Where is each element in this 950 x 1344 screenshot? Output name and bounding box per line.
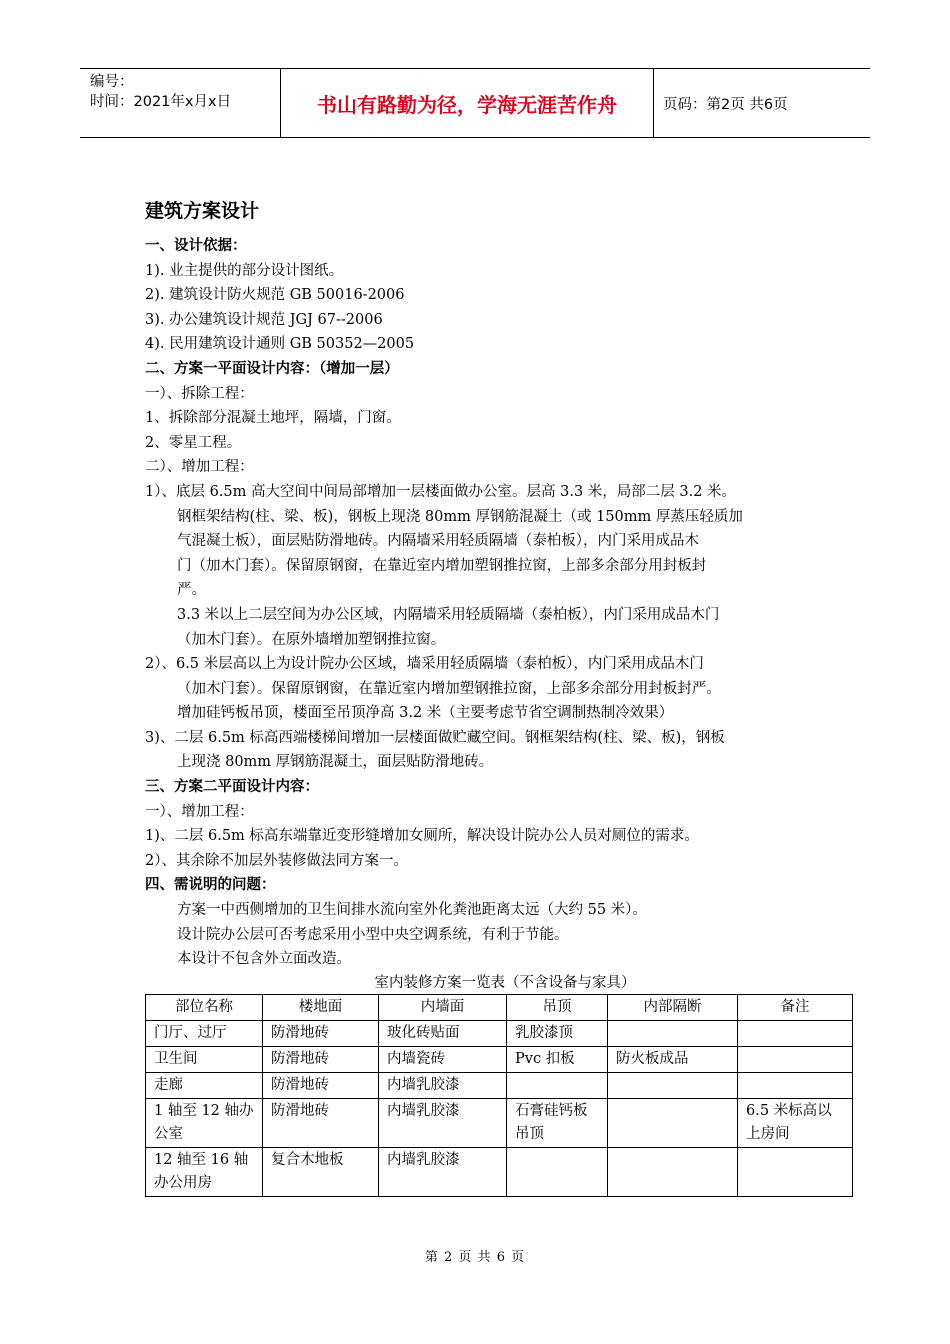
table-cell: 防滑地砖 <box>263 1098 379 1147</box>
table-header-row <box>146 994 853 1020</box>
table-cell: 玻化砖贴面 <box>379 1020 507 1046</box>
table-header-cell: 备注 <box>738 994 853 1020</box>
paragraph-line: 1）、底层 6.5m 高大空间中间局部增加一层楼面做办公室。层高 3.3 米，局部二层 3.2 米。 <box>145 483 737 500</box>
table-cell <box>738 1046 853 1072</box>
document-lines <box>145 234 865 972</box>
header-page-info: 页码：第2页 共6页 <box>663 96 788 113</box>
table-header-cell: 内墙面 <box>379 994 507 1020</box>
paragraph-line: 门（加木门套）。保留原钢窗，在靠近室内增加塑钢推拉窗，上部多余部分用封板封 <box>177 557 707 574</box>
paragraph-line: 2、零星工程。 <box>145 434 242 451</box>
table-cell: 6.5 米标高以上房间 <box>738 1098 853 1147</box>
table-cell: Pvc 扣板 <box>507 1046 608 1072</box>
paragraph-line: 4). 民用建筑设计通则 GB 50352—2005 <box>145 336 415 353</box>
table-cell: 防滑地砖 <box>263 1020 379 1046</box>
paragraph-line: 2）、6.5 米层高以上为设计院办公区域，墙采用轻质隔墙（泰柏板），内门采用成品木门 <box>145 656 704 673</box>
paragraph-line: 2). 建筑设计防火规范 GB 50016-2006 <box>145 287 405 304</box>
table-cell: 1 轴至 12 轴办公室 <box>146 1098 263 1147</box>
table-cell: 复合木地板 <box>263 1147 379 1196</box>
table-body <box>146 1020 853 1196</box>
page-footer: 第 2 页 共 6 页 <box>424 1250 526 1265</box>
paragraph-line: 一）、拆除工程： <box>145 385 254 402</box>
table-cell: 内墙乳胶漆 <box>379 1098 507 1147</box>
paragraph-line: 一）、增加工程： <box>145 803 254 820</box>
paragraph-line: 3)、二层 6.5m 标高西端楼梯间增加一层楼面做贮藏空间。钢框架结构(柱、梁、板)，钢板 <box>145 729 725 746</box>
date-line: 时间：2021年x月x日 <box>90 94 232 110</box>
table-cell: 12 轴至 16 轴办公用房 <box>146 1147 263 1196</box>
header-motto: 书山有路勤为径，学海无涯苦作舟 <box>280 69 654 137</box>
document-title: 建筑方案设计 <box>145 200 260 222</box>
section-heading: 二、方案一平面设计内容：（增加一层） <box>145 360 399 377</box>
table-row <box>146 1046 853 1072</box>
paragraph-line: 增加硅钙板吊顶，楼面至吊顶净高 3.2 米（主要考虑节省空调制热制冷效果） <box>177 705 674 722</box>
paragraph-line: （加木门套）。保留原钢窗，在靠近室内增加塑钢推拉窗，上部多余部分用封板封严。 <box>177 680 721 697</box>
table-header-cell: 吊顶 <box>507 994 608 1020</box>
paragraph-line: 2）、其余除不加层外装修做法同方案一。 <box>145 852 408 869</box>
paragraph-line: 1). 业主提供的部分设计图纸。 <box>145 262 344 279</box>
paragraph-line: （加木门套）。在原外墙增加塑钢推拉窗。 <box>177 631 446 648</box>
table-cell: 内墙乳胶漆 <box>379 1147 507 1196</box>
paragraph-line: 钢框架结构(柱、梁、板)，钢板上现浇 80mm 厚钢筋混凝土（或 150mm 厚蒸压轻质加 <box>177 508 743 525</box>
page-header <box>80 68 870 138</box>
table-cell <box>507 1072 608 1098</box>
paragraph-line: 气混凝土板），面层贴防滑地砖。内隔墙采用轻质隔墙（泰柏板），内门采用成品木 <box>177 533 699 550</box>
document-body <box>145 198 865 1197</box>
table-caption: 室内装修方案一览表（不含设备与家具） <box>374 974 636 991</box>
table-header-cell: 楼地面 <box>263 994 379 1020</box>
table-cell: 防滑地砖 <box>263 1046 379 1072</box>
header-meta <box>80 69 280 137</box>
paragraph-line: 严。 <box>177 582 206 599</box>
table-row <box>146 1098 853 1147</box>
paragraph-line: 1)、二层 6.5m 标高东端靠近变形缝增加女厕所，解决设计院办公人员对厕位的需求。 <box>145 828 699 845</box>
table-cell <box>507 1147 608 1196</box>
table-cell <box>738 1147 853 1196</box>
table-header-cell: 内部隔断 <box>608 994 738 1020</box>
section-heading: 一、设计依据： <box>145 238 247 254</box>
paragraph-line: 1、拆除部分混凝土地坪，隔墙，门窗。 <box>145 410 401 427</box>
table-row <box>146 1020 853 1046</box>
code-label: 编号： <box>90 74 134 90</box>
paragraph-line: 方案一中西侧增加的卫生间排水流向室外化粪池距离太远（大约 55 米）。 <box>177 902 647 919</box>
paragraph-line: 3.3 米以上二层空间为办公区域，内隔墙采用轻质隔墙（泰柏板），内门采用成品木门 <box>177 606 720 623</box>
table-cell <box>738 1072 853 1098</box>
table-cell <box>608 1020 738 1046</box>
paragraph-line: 设计院办公层可否考虑采用小型中央空调系统，有利于节能。 <box>177 926 569 943</box>
table-cell: 防火板成品 <box>608 1046 738 1072</box>
table-cell <box>608 1147 738 1196</box>
table-cell: 卫生间 <box>146 1046 263 1072</box>
table-cell: 乳胶漆顶 <box>507 1020 608 1046</box>
section-heading: 三、方案二平面设计内容： <box>145 779 319 796</box>
table-header-cell: 部位名称 <box>146 994 263 1020</box>
table-cell <box>608 1098 738 1147</box>
table-cell <box>738 1020 853 1046</box>
decoration-table <box>145 994 853 1197</box>
table-cell: 内墙乳胶漆 <box>379 1072 507 1098</box>
section-heading: 四、需说明的问题： <box>145 877 276 894</box>
table-row <box>146 1147 853 1196</box>
table-cell: 走廊 <box>146 1072 263 1098</box>
table-cell: 石膏硅钙板吊顶 <box>507 1098 608 1147</box>
table-cell: 内墙瓷砖 <box>379 1046 507 1072</box>
table-row <box>146 1072 853 1098</box>
table-cell: 门厅、过厅 <box>146 1020 263 1046</box>
paragraph-line: 二）、增加工程： <box>145 459 254 476</box>
table-cell <box>608 1072 738 1098</box>
paragraph-line: 上现浇 80mm 厚钢筋混凝土，面层贴防滑地砖。 <box>177 754 494 771</box>
paragraph-line: 本设计不包含外立面改造。 <box>177 951 351 968</box>
table-cell: 防滑地砖 <box>263 1072 379 1098</box>
paragraph-line: 3). 办公建筑设计规范 JGJ 67--2006 <box>145 311 383 328</box>
